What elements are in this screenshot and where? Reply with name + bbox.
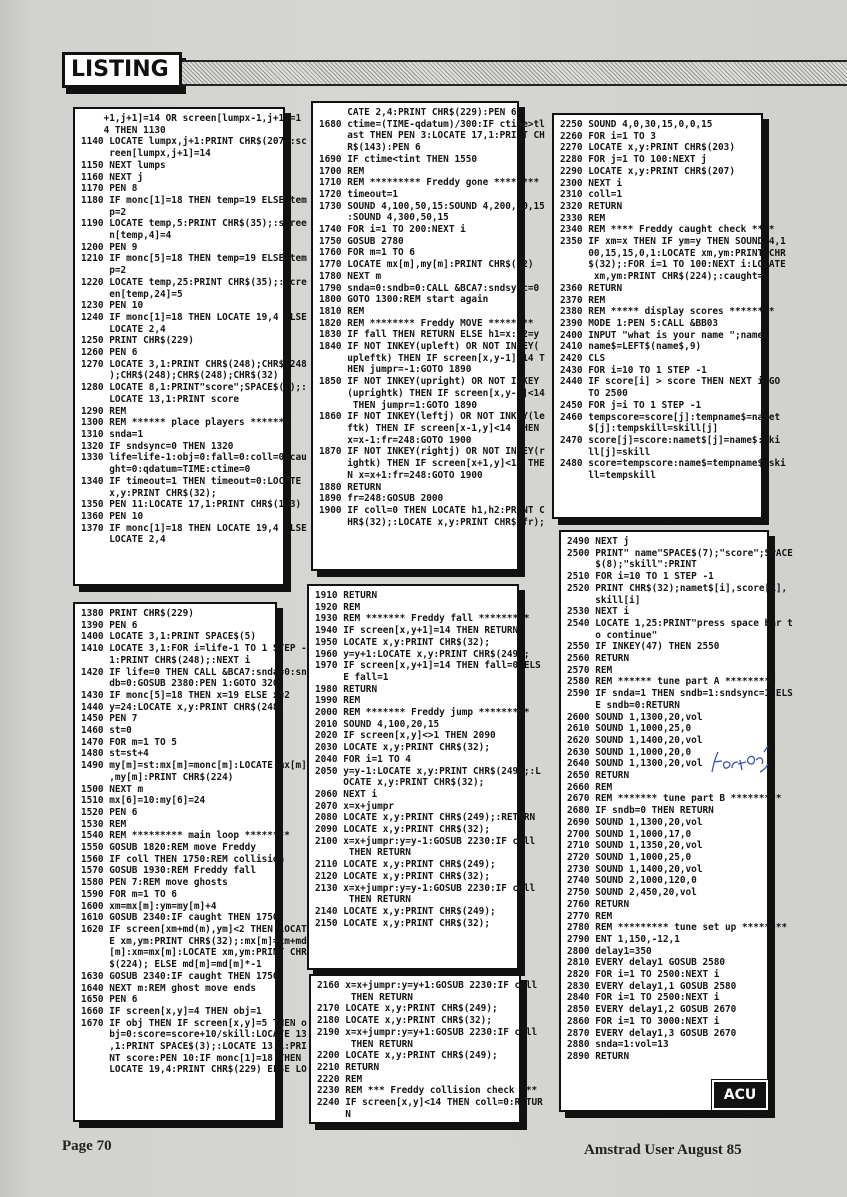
code-line: 2540 LOCATE 1,25:PRINT"press space bar t <box>567 617 793 629</box>
code-line: 1350 PEN 11:LOCATE 17,1:PRINT CHR$(143) <box>81 499 302 511</box>
code-line: 2100 x=x+jumpr:y=y-1:GOSUB 2230:IF coll <box>315 835 536 847</box>
code-line: $(224); ELSE md[m]=md[m]*-1 <box>81 959 262 971</box>
code-line: 2110 LOCATE x,y:PRINT CHR$(249); <box>315 859 496 871</box>
code-line: 2220 REM <box>317 1073 363 1085</box>
code-line: 1390 PEN 6 <box>81 619 138 631</box>
code-line: +1,j+1]=14 OR screen[lumpx-1,j+1]=1 <box>81 113 302 124</box>
code-line: 2070 x=x+jumpr <box>315 800 395 812</box>
code-line: reen[lumpx,j+1]=14 <box>81 148 211 160</box>
code-line: 1310 snda=1 <box>81 428 144 440</box>
code-line: 2770 REM <box>567 910 613 922</box>
code-line: R$(143):PEN 6 <box>319 142 421 154</box>
code-line: 2080 LOCATE x,y:PRINT CHR$(249);:RETURN <box>315 812 536 824</box>
code-line: 2310 coll=1 <box>560 189 623 201</box>
code-line: 1610 GOSUB 2340:IF caught THEN 1750 <box>81 912 279 924</box>
listing-panel <box>311 101 545 571</box>
listing-panel <box>559 530 793 1112</box>
code-line: 2200 LOCATE x,y:PRINT CHR$(249); <box>317 1050 498 1062</box>
code-line: 1260 PEN 6 <box>81 347 138 359</box>
code-line: 2460 tempscore=score[j]:tempname$=namet <box>560 411 781 423</box>
code-line: 2250 SOUND 4,0,30,15,0,0,15 <box>560 119 713 130</box>
code-line: 1590 FOR m=1 TO 6 <box>81 888 177 900</box>
code-line: THEN RETURN <box>317 1038 413 1050</box>
code-line: 2810 EVERY delay1 GOSUB 2580 <box>567 957 726 969</box>
code-line: 1630 GOSUB 2340:IF caught THEN 1750 <box>81 970 279 982</box>
magazine-issue: Amstrad User August 85 <box>584 1142 742 1158</box>
code-line: 2520 PRINT CHR$(32);namet$[i],score[i], <box>567 582 788 594</box>
code-line: 2830 EVERY delay1,1 GOSUB 2580 <box>567 980 737 992</box>
header-hatched-strip <box>182 60 847 86</box>
code-line: 2820 FOR i=1 TO 2500:NEXT i <box>567 969 720 981</box>
code-line: 2850 EVERY delay1,2 GOSUB 2670 <box>567 1004 737 1016</box>
code-line: 2170 LOCATE x,y:PRINT CHR$(249); <box>317 1003 498 1015</box>
code-line: 1460 st=0 <box>81 725 132 737</box>
code-line: 1710 REM ********* Freddy gone ******** <box>319 177 540 189</box>
code-line: $(8);"skill":PRINT <box>567 559 697 571</box>
code-line: LOCATE 13,1:PRINT score <box>81 393 240 405</box>
code-line: 2640 SOUND 1,1300,20,vol <box>567 758 703 770</box>
code-line: 1410 LOCATE 3,1:FOR i=life-1 TO 1 STEP - <box>81 643 307 655</box>
code-line: CATE 2,4:PRINT CHR$(229):PEN 6 <box>319 107 517 118</box>
code-line: ftk) THEN IF screen[x-1,y]<14 THEN <box>319 422 540 434</box>
code-line: 2030 LOCATE x,y:PRINT CHR$(32); <box>315 742 490 754</box>
code-line: 2230 REM *** Freddy collision check *** <box>317 1085 538 1097</box>
code-line: (uprightk) THEN IF screen[x,y-1]<14 <box>319 387 545 399</box>
code-line: 1820 REM ******** Freddy MOVE ******** <box>319 317 534 329</box>
code-line: 1520 PEN 6 <box>81 806 138 818</box>
code-line: p=2 <box>81 265 127 277</box>
code-line: 2500 PRINT" name"SPACE$(7);"score";SPACE <box>567 547 793 559</box>
code-line: 2490 NEXT j <box>567 536 630 547</box>
code-line: 2420 CLS <box>560 353 606 365</box>
code-line: x,y:PRINT CHR$(32); <box>81 487 217 499</box>
code-line: 1200 PEN 9 <box>81 241 138 253</box>
code-line: 1840 IF NOT INKEY(upleft) OR NOT INKEY( <box>319 341 540 353</box>
code-line: db=0:GOSUB 2380:PEN 1:GOTO 320 <box>81 678 279 690</box>
code-line: x=x-1:fr=248:GOTO 1900 <box>319 434 472 446</box>
code-line: 2550 IF INKEY(47) THEN 2550 <box>567 641 720 653</box>
code-line: 2670 REM ******* tune part B ********* <box>567 793 782 805</box>
code-line: 2040 FOR i=1 TO 4 <box>315 753 411 765</box>
code-line: 1500 NEXT m <box>81 783 144 795</box>
code-line: 1940 IF screen[x,y+1]=14 THEN RETURN <box>315 625 519 637</box>
code-line: ,my[m]:PRINT CHR$(224) <box>81 771 234 783</box>
code-line: 1400 LOCATE 3,1:PRINT SPACE$(5) <box>81 631 256 643</box>
code-line: 1180 IF monc[1]=18 THEN temp=19 ELSE tem <box>81 194 307 206</box>
code-line: 2680 IF sndb=0 THEN RETURN <box>567 805 714 817</box>
code-line: 1580 PEN 7:REM move ghosts <box>81 877 228 889</box>
code-line: 1800 GOTO 1300:REM start again <box>319 294 489 306</box>
code-line: 1930 REM ******* Freddy fall ********* <box>315 613 530 625</box>
code-line: 2590 IF snda=1 THEN sndb=1:sndsync=1 ELS <box>567 688 793 700</box>
code-line: 1650 PEN 6 <box>81 994 138 1006</box>
code-line: 2360 RETURN <box>560 282 623 294</box>
code-line: 2260 FOR i=1 TO 3 <box>560 130 656 142</box>
code-line: 2840 FOR i=1 TO 2500:NEXT i <box>567 992 720 1004</box>
code-line: 2090 LOCATE x,y:PRINT CHR$(32); <box>315 824 490 836</box>
code-line: 2350 IF xm=x THEN IF ym=y THEN SOUND 4,1 <box>560 236 786 248</box>
code-line: 2530 NEXT i <box>567 606 630 618</box>
code-line: upleftk) THEN IF screen[x,y-1]<14 T <box>319 352 545 364</box>
code-line: 1510 mx[6]=10:my[6]=24 <box>81 795 206 807</box>
code-line: 2240 IF screen[x,y]<14 THEN coll=0:RETUR <box>317 1097 543 1109</box>
code-line: E xm,ym:PRINT CHR$(32);:mx[m]=xm+md <box>81 935 307 947</box>
code-line: 2450 FOR j=i TO 1 STEP -1 <box>560 399 702 411</box>
code-line: 1910 RETURN <box>315 590 378 601</box>
code-line: o continue" <box>567 629 658 641</box>
code-line: THEN RETURN <box>315 847 411 859</box>
code-line: N <box>317 1108 351 1120</box>
code-line: 2720 SOUND 1,1000,25,0 <box>567 851 692 863</box>
code-line: 2800 delay1=350 <box>567 945 652 957</box>
code-line: 2860 FOR i=1 TO 3000:NEXT i <box>567 1015 720 1027</box>
code-line: 1740 FOR i=1 TO 200:NEXT i <box>319 224 466 236</box>
code-line: 1160 NEXT j <box>81 171 144 183</box>
code-line: 1690 IF ctime<tint THEN 1550 <box>319 153 478 165</box>
code-line: 1600 xm=mx[m]:ym=my[m]+4 <box>81 900 217 912</box>
code-line: 1280 LOCATE 8,1:PRINT"score";SPACE$(6);: <box>81 382 307 394</box>
code-line: 1960 y=y+1:LOCATE x,y:PRINT CHR$(249); <box>315 648 530 660</box>
code-line: 1470 FOR m=1 TO 5 <box>81 736 177 748</box>
code-line: 1780 NEXT m <box>319 270 382 282</box>
code-line: 4 THEN 1130 <box>81 124 166 136</box>
code-line: 1430 IF monc[5]=18 THEN x=19 ELSE x=2 <box>81 689 290 701</box>
code-line: OCATE x,y:PRINT CHR$(32); <box>315 777 485 789</box>
code-line: 1300 REM ****** place players ******* <box>81 417 290 429</box>
listing-panel <box>73 107 307 586</box>
code-line: 1950 LOCATE x,y:PRINT CHR$(32); <box>315 636 490 648</box>
code-line: 2570 REM <box>567 664 613 676</box>
code-line: 1730 SOUND 4,100,50,15:SOUND 4,200,50,15 <box>319 200 545 212</box>
code-line: 2320 RETURN <box>560 200 623 212</box>
code-line: 1150 NEXT lumps <box>81 159 166 171</box>
code-line: 1990 REM <box>315 695 361 707</box>
code-line: N x=x+1:fr=248:GOTO 1900 <box>319 469 483 481</box>
code-line: 1790 snda=0:sndb=0:CALL &BCA7:sndsync=0 <box>319 282 540 294</box>
code-line: 1620 IF screen[xm+md(m),ym]<2 THEN LOCAT <box>81 923 307 935</box>
code-line: LOCATE 2,4 <box>81 323 166 335</box>
code-line: 2600 SOUND 1,1300,20,vol <box>567 711 703 723</box>
code-line: 1760 FOR m=1 TO 6 <box>319 247 415 259</box>
code-line: 1660 IF screen[x,y]=4 THEN obj=1 <box>81 1005 262 1017</box>
code-line: 2060 NEXT i <box>315 788 378 800</box>
code-line: 1920 REM <box>315 601 361 613</box>
code-line: 1250 PRINT CHR$(229) <box>81 335 194 347</box>
code-line: 1550 GOSUB 1820:REM move Freddy <box>81 842 256 854</box>
code-line: 1770 LOCATE mx[m],my[m]:PRINT CHR$(32) <box>319 259 534 271</box>
code-line: 1170 PEN 8 <box>81 183 138 195</box>
code-line: 1880 RETURN <box>319 481 382 493</box>
code-line: 1900 IF coll=0 THEN LOCATE h1,h2:PRINT C <box>319 504 545 516</box>
code-line: 2480 score=tempscore:name$=tempname$:ski <box>560 458 786 470</box>
listing-panel <box>552 113 786 519</box>
code-line: ght=0:qdatum=TIME:ctime=0 <box>81 464 251 476</box>
code-line: NT score:PEN 10:IF monc[1]=18 THEN <box>81 1052 302 1064</box>
code-line: 2140 LOCATE x,y:PRINT CHR$(249); <box>315 905 496 917</box>
code-line: 2270 LOCATE x,y:PRINT CHR$(203) <box>560 142 735 154</box>
code-line: 1700 REM <box>319 165 365 177</box>
code-line: n[temp,4]=4 <box>81 230 172 242</box>
listing-panel <box>309 974 543 1124</box>
code-line: 1560 IF coll THEN 1750:REM collision <box>81 853 285 865</box>
code-line: 1720 timeout=1 <box>319 188 399 200</box>
code-line: ast THEN PEN 3:LOCATE 17,1:PRINT CH <box>319 130 545 142</box>
code-line: 1810 REM <box>319 305 365 317</box>
code-line: ll=tempskill <box>560 470 656 482</box>
code-line: THEN RETURN <box>315 894 411 906</box>
code-line: xm,ym:PRINT CHR$(224);:caught=1 <box>560 271 769 283</box>
code-line: 2630 SOUND 1,1000,20,0 <box>567 746 692 758</box>
code-line: 1570 GOSUB 1930:REM Freddy fall <box>81 865 256 877</box>
code-line: 2400 INPUT "what is your name ";name$ <box>560 329 769 341</box>
code-line: 2740 SOUND 2,1000,120,0 <box>567 875 697 887</box>
code-line: 1210 IF monc[5]=18 THEN temp=19 ELSE tem <box>81 253 307 265</box>
code-line: 2410 name$=LEFT$(name$,9) <box>560 341 702 353</box>
code-line: 2790 ENT 1,150,-12,1 <box>567 933 680 945</box>
code-line: HR$(32);:LOCATE x,y:PRINT CHR$(fr); <box>319 516 545 528</box>
handwritten-note <box>708 742 770 782</box>
code-line: 1450 PEN 7 <box>81 713 138 725</box>
code-line: ll[j]=skill <box>560 446 651 458</box>
code-line: THEN jumpr=1:GOTO 1890 <box>319 399 478 411</box>
code-line: 1:PRINT CHR$(248);:NEXT i <box>81 654 251 666</box>
code-line: TO 2500 <box>560 388 628 400</box>
code-line: THEN RETURN <box>317 991 413 1003</box>
code-line: 2560 RETURN <box>567 653 630 665</box>
code-line: 1890 fr=248:GOSUB 2000 <box>319 493 444 505</box>
code-line: 1220 LOCATE temp,25:PRINT CHR$(35);:scre <box>81 276 307 288</box>
code-line: en[temp,24]=5 <box>81 288 183 300</box>
code-line: LOCATE 19,4:PRINT CHR$(229) ELSE LO <box>81 1064 307 1076</box>
code-line: 2870 EVERY delay1,3 GOSUB 2670 <box>567 1027 737 1039</box>
code-line: 1290 REM <box>81 405 127 417</box>
code-line: 2750 SOUND 2,450,20,vol <box>567 887 697 899</box>
code-line: 2160 x=x+jumpr:y=y+1:GOSUB 2230:IF coll <box>317 980 538 991</box>
code-line: 1190 LOCATE temp,5:PRINT CHR$(35);:scree <box>81 218 307 230</box>
code-line: 2290 LOCATE x,y:PRINT CHR$(207) <box>560 165 735 177</box>
code-line: 1540 REM ********* main loop ******** <box>81 830 290 842</box>
code-line: 2000 REM ******* Freddy jump ********* <box>315 707 530 719</box>
code-line: 2330 REM <box>560 212 606 224</box>
code-line: 2130 x=x+jumpr:y=y-1:GOSUB 2230:IF coll <box>315 882 536 894</box>
code-line: 1140 LOCATE lumpx,j+1:PRINT CHR$(207):sc <box>81 136 307 148</box>
code-line: :SOUND 4,300,50,15 <box>319 212 449 224</box>
code-line: [m]:xm=mx[m]:LOCATE xm,ym:PRINT CHR <box>81 947 307 959</box>
code-line: 2470 score[j]=score:namet$[j]=name$:ski <box>560 434 781 446</box>
code-line: 2280 FOR j=1 TO 100:NEXT j <box>560 154 707 166</box>
code-line: 1970 IF screen[x,y+1]=14 THEN fall=0 ELS <box>315 660 541 672</box>
code-line: 1750 GOSUB 2780 <box>319 235 404 247</box>
code-line: 1270 LOCATE 3,1:PRINT CHR$(248);CHR$(248 <box>81 358 307 370</box>
listing-title: LISTING <box>62 52 182 88</box>
code-line: p=2 <box>81 206 127 218</box>
code-line: 2020 IF screen[x,y]<>1 THEN 2090 <box>315 730 496 742</box>
code-line: 1240 IF monc[1]=18 THEN LOCATE 19,4 ELSE <box>81 311 307 323</box>
code-line: 2150 LOCATE x,y:PRINT CHR$(32); <box>315 917 490 929</box>
code-line: 2190 x=x+jumpr:y=y+1:GOSUB 2230:IF coll <box>317 1026 538 1038</box>
code-line: 2430 FOR i=10 TO 1 STEP -1 <box>560 364 707 376</box>
code-line: 2180 LOCATE x,y:PRINT CHR$(32); <box>317 1015 492 1027</box>
code-line: 1980 RETURN <box>315 683 378 695</box>
code-line: 2340 REM **** Freddy caught check **** <box>560 224 775 236</box>
code-line: 2440 IF score[i] > score THEN NEXT i:GO <box>560 376 781 388</box>
code-line: 2620 SOUND 1,1400,20,vol <box>567 734 703 746</box>
code-line: 1670 IF obj THEN IF screen[x,y]=5 THEN o <box>81 1017 307 1029</box>
code-line: 1370 IF monc[1]=18 THEN LOCATE 19,4 ELSE <box>81 522 307 534</box>
code-line: E fall=1 <box>315 671 389 683</box>
code-line: 2690 SOUND 1,1300,20,vol <box>567 816 703 828</box>
code-line: 1680 ctime=(TIME-qdatum)/300:IF ctime>tl <box>319 118 545 130</box>
code-line: 1530 REM <box>81 818 127 830</box>
code-line: 2650 RETURN <box>567 770 630 782</box>
code-line: 1480 st=st+4 <box>81 748 149 760</box>
code-line: 1640 NEXT m:REM ghost move ends <box>81 982 256 994</box>
code-line: 1830 IF fall THEN RETURN ELSE h1=x:h2=y <box>319 329 540 341</box>
code-line: 1850 IF NOT INKEY(upright) OR NOT INKEY <box>319 376 540 388</box>
code-line: 2370 REM <box>560 294 606 306</box>
code-line: 1340 IF timeout=1 THEN timeout=0:LOCATE <box>81 475 302 487</box>
code-line: HEN jumpr=-1:GOTO 1890 <box>319 364 472 376</box>
code-line: 1230 PEN 10 <box>81 300 144 312</box>
code-line: 2210 RETURN <box>317 1061 380 1073</box>
code-line: LOCATE 2,4 <box>81 534 166 546</box>
code-line: );CHR$(248);CHR$(248);CHR$(32) <box>81 370 279 382</box>
code-line: ,1:PRINT SPACE$(3);:LOCATE 13,1:PRI <box>81 1041 307 1053</box>
code-line: 2660 REM <box>567 781 613 793</box>
code-line: 2580 REM ****** tune part A ********* <box>567 676 776 688</box>
code-line: ightk) THEN IF screen[x+1,y]<14 THE <box>319 458 545 470</box>
code-line: 2700 SOUND 1,1000,17,0 <box>567 828 692 840</box>
code-line: 1320 IF sndsync=0 THEN 1320 <box>81 440 234 452</box>
page-number: Page 70 <box>62 1138 112 1154</box>
code-line: 2510 FOR i=10 TO 1 STEP -1 <box>567 571 714 583</box>
code-line: 1490 my[m]=st:mx[m]=monc[m]:LOCATE mx[m] <box>81 760 307 772</box>
code-line: 2760 RETURN <box>567 898 630 910</box>
code-line: 2710 SOUND 1,1350,20,vol <box>567 840 703 852</box>
code-line: $[j]:tempskill=skill[j] <box>560 423 719 435</box>
code-line: 1860 IF NOT INKEY(leftj) OR NOT INKEY(le <box>319 411 545 423</box>
listing-panel <box>307 584 541 970</box>
listing-panel <box>73 602 307 1122</box>
code-line: 2890 RETURN <box>567 1050 630 1062</box>
code-line: 1440 y=24:LOCATE x,y:PRINT CHR$(248) <box>81 701 285 713</box>
code-line: 2780 REM ********* tune set up ******** <box>567 922 788 934</box>
code-line: 00,15,15,0,1:LOCATE xm,ym:PRINT CHR <box>560 247 786 259</box>
code-line: 1420 IF life=0 THEN CALL &BCA7:snda=0:sn <box>81 666 307 678</box>
code-line: 2390 MODE 1:PEN 5:CALL &BB03 <box>560 317 719 329</box>
code-line: 2010 SOUND 4,100,20,15 <box>315 718 440 730</box>
code-line: $(32);:FOR i=1 TO 100:NEXT i:LOCATE <box>560 259 786 271</box>
code-line: 1870 IF NOT INKEY(rightj) OR NOT INKEY(r <box>319 446 545 458</box>
code-line: 2050 y=y-1:LOCATE x,y:PRINT CHR$(249);:L <box>315 765 541 777</box>
code-line: 1330 life=life-1:obj=0:fall=0:coll=0:cau <box>81 452 307 464</box>
code-line: 2730 SOUND 1,1400,20,vol <box>567 863 703 875</box>
code-line: 2880 snda=1:vol=13 <box>567 1039 669 1051</box>
code-line: 2380 REM ***** display scores ******** <box>560 306 775 318</box>
code-line: 1380 PRINT CHR$(229) <box>81 608 194 619</box>
code-line: E sndb=0:RETURN <box>567 699 680 711</box>
code-line: 2120 LOCATE x,y:PRINT CHR$(32); <box>315 870 490 882</box>
code-line: bj=0:score=score+10/skill:LOCATE 13 <box>81 1029 307 1041</box>
code-line: 1360 PEN 10 <box>81 510 144 522</box>
code-line: skill[i] <box>567 594 641 606</box>
code-line: 2300 NEXT i <box>560 177 623 189</box>
code-line: 2610 SOUND 1,1000,25,0 <box>567 723 692 735</box>
acu-logo: ACU <box>712 1080 768 1110</box>
